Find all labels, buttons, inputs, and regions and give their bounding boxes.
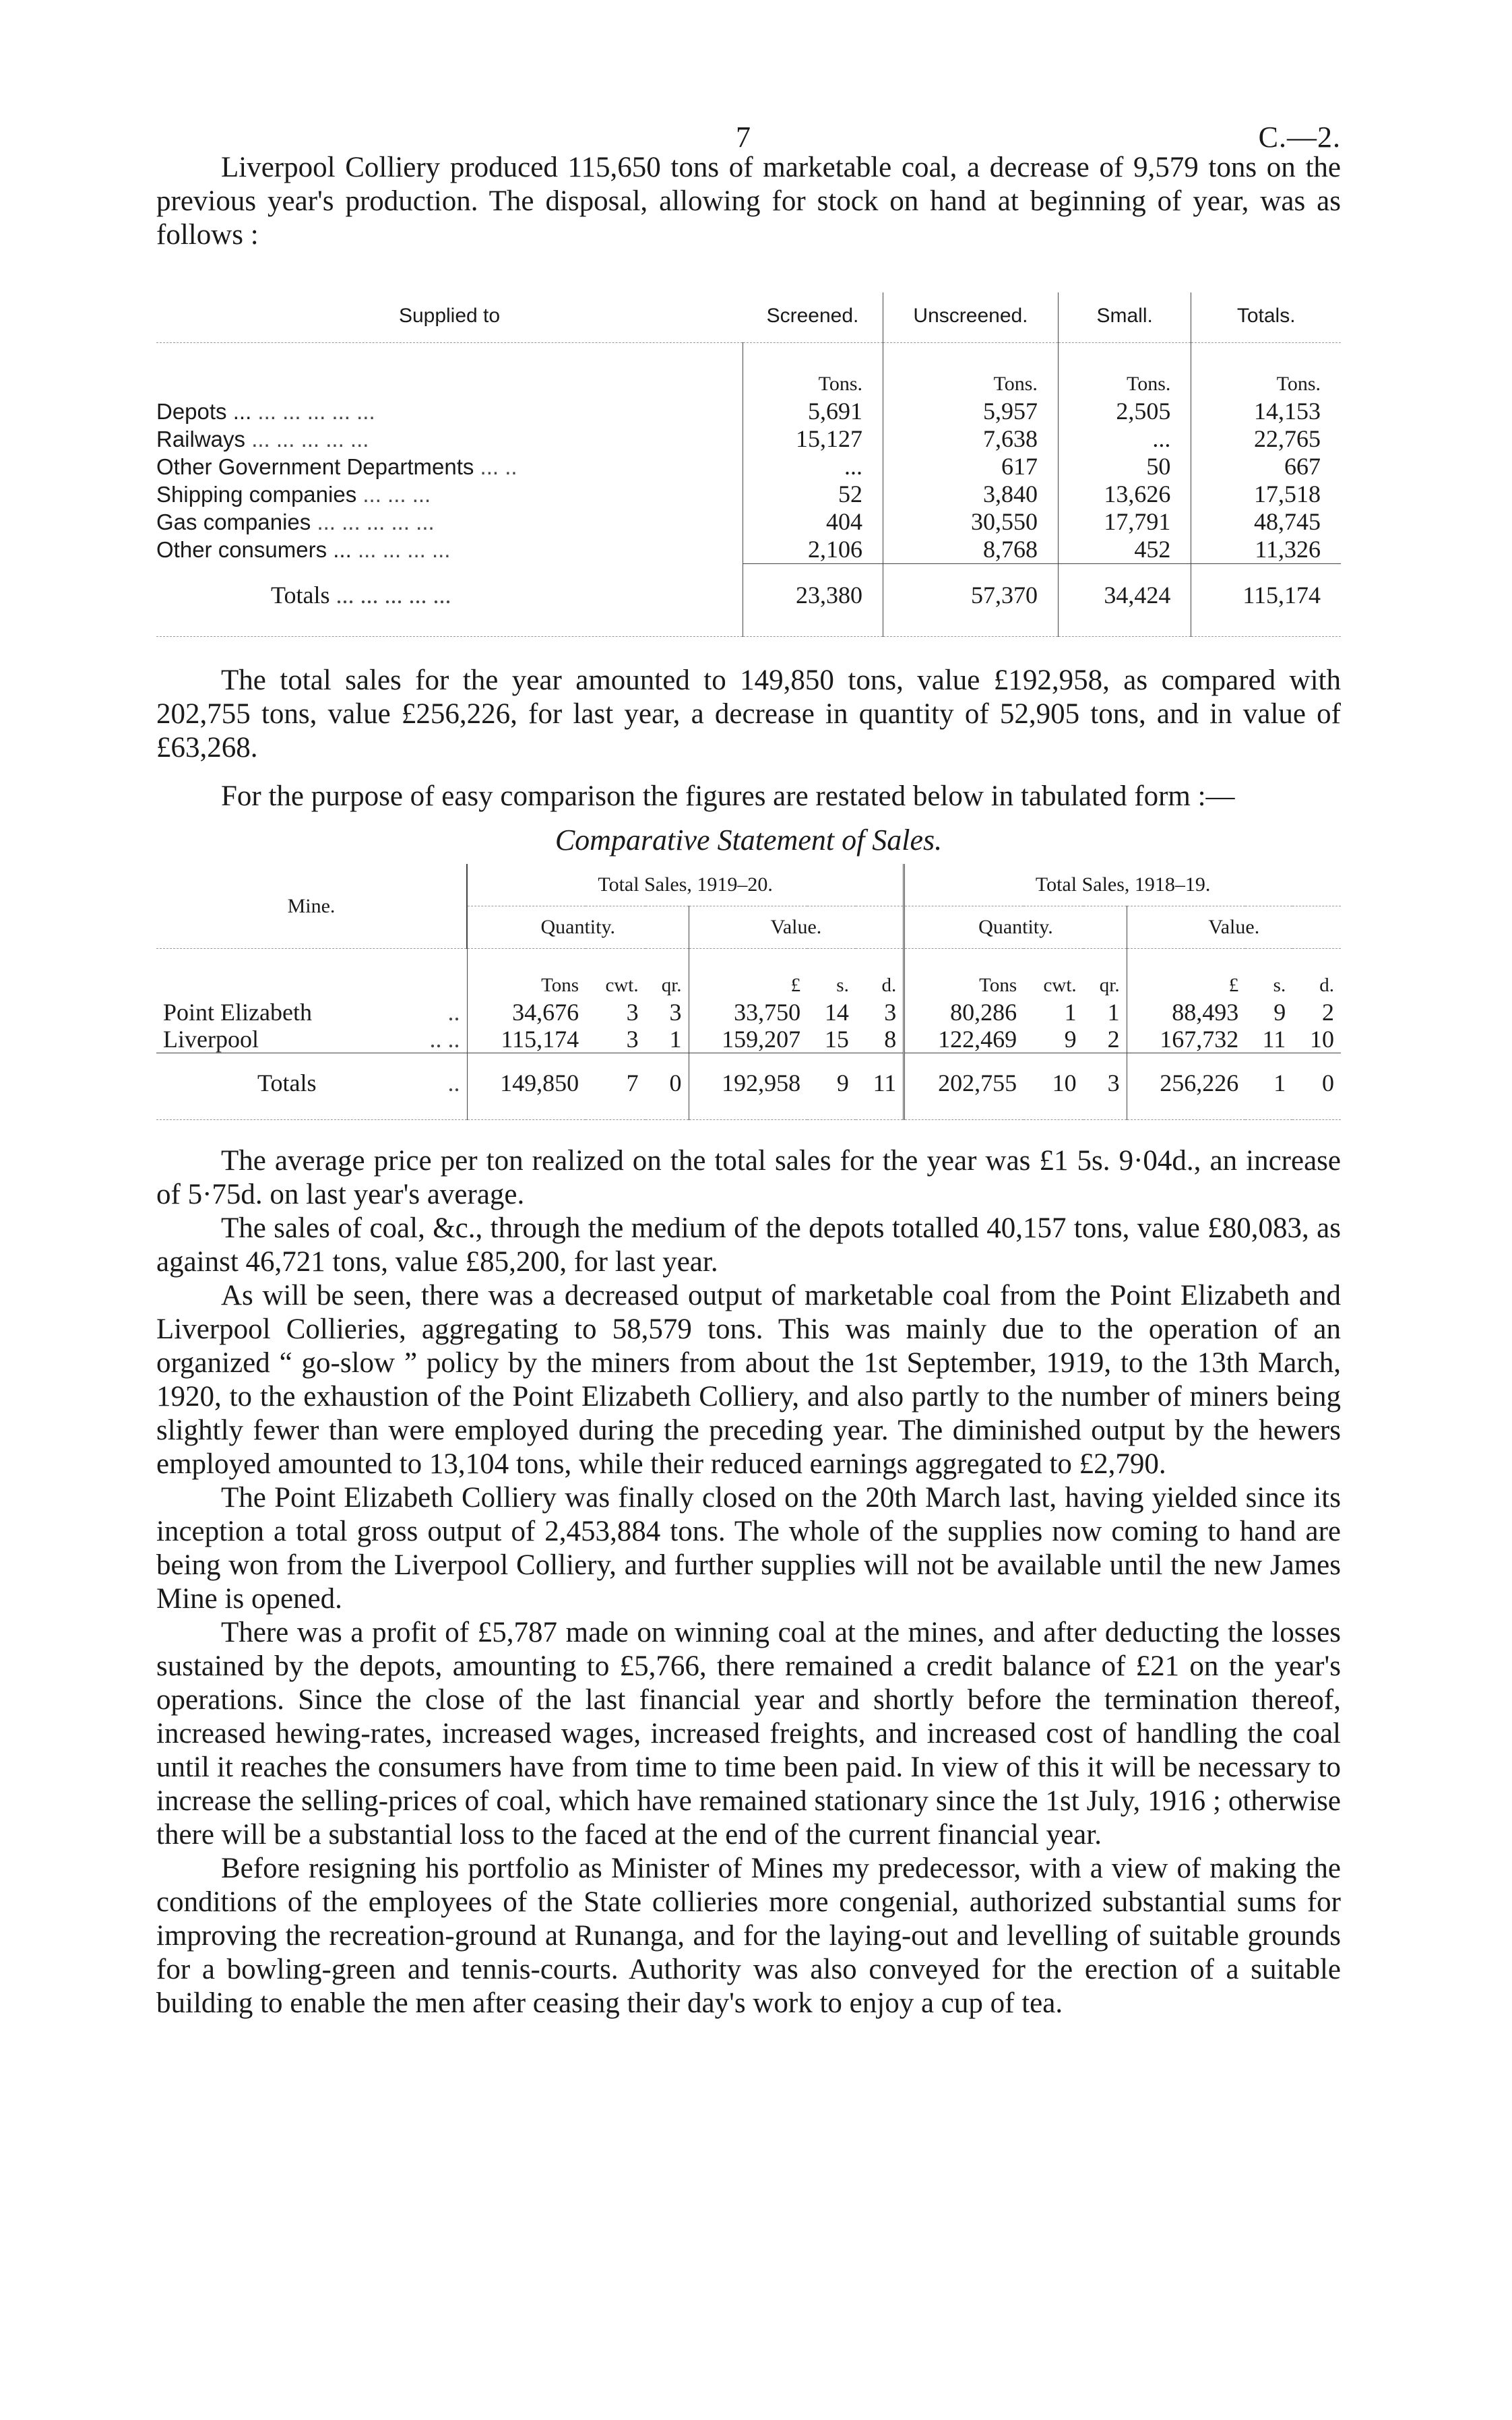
row-label: Other Government Departments [156, 454, 474, 479]
comparative-sales-table [156, 864, 1341, 1120]
col-header-screened: Screened. [743, 292, 883, 343]
cell-qr-1918: 1 [1107, 999, 1120, 1026]
units-row [156, 949, 1341, 999]
cell-tons-1919: 115,174 [467, 1026, 586, 1053]
total-small: 34,424 [1058, 564, 1191, 637]
table-caption: Comparative Statement of Sales. [555, 824, 943, 857]
total-shillings-1918: 1 [1245, 1053, 1292, 1120]
cell-total: 17,518 [1191, 480, 1341, 508]
total-pence-1919: 11 [856, 1053, 904, 1120]
col-header-quantity-1919: Quantity. [467, 906, 689, 949]
cell-qr-1918: 2 [1107, 1026, 1120, 1053]
row-label: Railways [156, 427, 246, 452]
leader-dots: .. [447, 999, 460, 1026]
cell-small: 50 [1058, 453, 1191, 480]
leader-dots: .. .. [429, 1026, 460, 1053]
group-header-1918: Total Sales, 1918–19. [904, 864, 1341, 906]
total-pounds-1919: 192,958 [689, 1053, 807, 1120]
unit-cell: Tons [904, 949, 1023, 999]
cell-total: 22,765 [1191, 425, 1341, 453]
cell-unscreened: 30,550 [883, 508, 1059, 536]
document-page [156, 101, 1341, 2020]
cell-cwt-1918: 9 [1064, 1026, 1077, 1053]
cell-cwt-1919: 3 [626, 1026, 639, 1053]
paragraph-recreation: Before resigning his portfolio as Minister of Mines my predecessor, with a view of making the conditions of the employees of the State collieries more congenial, authorized substantial sums for improving the recreation-ground at Runanga, and for the laying-out and levelling of suitable grounds for a bowling-green and tennis-courts. Authority was also conveyed for the erection of a suitable building to enable the men after ceasing their day's work to enjoy a cup of tea. [156, 1853, 1341, 2019]
cell-qr-1919: 3 [669, 999, 682, 1026]
cell-shillings-1919: 15 [824, 1026, 849, 1053]
total-unscreened: 57,370 [883, 564, 1059, 637]
leader-dots: ... ... ... ... [357, 537, 451, 563]
unit-cell: cwt. [605, 974, 639, 996]
row-label: Depots ... [156, 399, 252, 424]
totals-label: Totals [271, 581, 330, 609]
total-cwt-1918: 10 [1023, 1053, 1083, 1120]
total-qr-1919: 0 [645, 1053, 689, 1120]
unit-cell: qr. [1099, 974, 1120, 996]
col-header-quantity-1918: Quantity. [904, 906, 1127, 949]
cell-small: 2,505 [1058, 398, 1191, 425]
total-shillings-1919: 9 [807, 1053, 856, 1120]
cell-pounds-1918: 88,493 [1127, 999, 1245, 1026]
page-number: 7 [736, 121, 751, 154]
cell-pence-1919: 3 [884, 999, 897, 1026]
totals-row [156, 564, 1341, 637]
cell-total: 14,153 [1191, 398, 1341, 425]
leader-dots: ... .. [480, 454, 517, 479]
paragraph-profit: There was a profit of £5,787 made on winning coal at the mines, and after deducting the losses sustained by the depots, amounting to £5,766, there remained a credit balance of £21 on the year's operations. Since the close of the last financial year and shortly before the termination thereof, increased hewing-rates, increased wages, increased freights, and increased cost of handling the coal until it reaches the consumers have from time to time been paid. In view of this it will be necessary to increase the selling-prices of coal, which have remained stationary since the 1st July, 1916 ; otherwise there will be a substantial loss to the faced at the end of the current financial year. [156, 1617, 1341, 1851]
cell-pence-1918: 10 [1310, 1026, 1334, 1053]
units-row [156, 343, 1341, 398]
page-header [156, 101, 1341, 154]
cell-small: 17,791 [1058, 508, 1191, 536]
total-qr-1918: 3 [1083, 1053, 1127, 1120]
cell-shillings-1918: 11 [1262, 1026, 1286, 1053]
cell-unscreened: 617 [883, 453, 1059, 480]
cell-total: 667 [1191, 453, 1341, 480]
totals-label: Totals [257, 1069, 317, 1096]
unit-cell: s. [836, 974, 849, 996]
group-header-1919: Total Sales, 1919–20. [467, 864, 904, 906]
unit-cell: s. [1273, 974, 1286, 996]
unit-cell: d. [1319, 974, 1334, 996]
cell-small: 452 [1058, 536, 1191, 564]
intro-paragraph: Liverpool Colliery produced 115,650 tons of marketable coal, a decrease of 9,579 tons on the previous year's production. The disposal, allowing for stock on hand at beginning of year, was as follows : [156, 152, 1341, 251]
unit-cell: Tons. [1058, 343, 1191, 398]
table-row [156, 1026, 1341, 1053]
totals-row [156, 1053, 1341, 1120]
table-row [156, 999, 1341, 1026]
cell-cwt-1919: 3 [626, 999, 639, 1026]
unit-cell: d. [881, 974, 897, 996]
cell-total: 11,326 [1191, 536, 1341, 564]
table-row [156, 425, 1341, 453]
series-reference: C.—2. [1258, 121, 1341, 154]
cell-screened: 52 [743, 480, 883, 508]
unit-cell: Tons. [883, 343, 1059, 398]
cell-screened: 404 [743, 508, 883, 536]
cell-qr-1919: 1 [669, 1026, 682, 1053]
cell-unscreened: 8,768 [883, 536, 1059, 564]
cell-total: 48,745 [1191, 508, 1341, 536]
cell-shillings-1918: 9 [1273, 999, 1286, 1026]
disposal-header-row [156, 292, 1341, 343]
col-header-small: Small. [1058, 292, 1191, 343]
table-row [156, 480, 1341, 508]
cell-screened: 5,691 [743, 398, 883, 425]
paragraph-point-elizabeth-closure: The Point Elizabeth Colliery was finally closed on the 20th March last, having yielded since its inception a total gross output of 2,453,884 tons. The whole of the supplies now coming to hand are being won from the Liverpool Colliery, and further supplies will not be available until the new James Mine is opened. [156, 1482, 1341, 1615]
cell-unscreened: 5,957 [883, 398, 1059, 425]
unit-cell: Tons [467, 949, 586, 999]
disposal-table [156, 292, 1341, 637]
paragraph-decreased-output: As will be seen, there was a decreased output of marketable coal from the Point Elizabeth and Liverpool Collieries, aggregating to 58,579 tons. This was mainly due to the operation of an organized “ go-slow ” policy by the miners from about the 1st September, 1919, to the 13th March, 1920, to the exhaustion of the Point Elizabeth Colliery, and also partly to the number of miners being slightly fewer than were employed during the preceding year. The diminished output by the hewers employed amounted to 13,104 tons, while their reduced earnings aggregated to £2,790. [156, 1280, 1341, 1480]
cell-screened: 15,127 [743, 425, 883, 453]
unit-cell: £ [1127, 949, 1245, 999]
cell-screened: ... [743, 453, 883, 480]
table-row [156, 508, 1341, 536]
cell-tons-1918: 80,286 [904, 999, 1023, 1026]
cell-pounds-1918: 167,732 [1127, 1026, 1245, 1053]
col-header-unscreened: Unscreened. [883, 292, 1059, 343]
purpose-paragraph: For the purpose of easy comparison the figures are restated below in tabulated form :— [221, 780, 1235, 812]
row-label: Shipping companies [156, 482, 357, 507]
leader-dots: ... ... ... ... ... [336, 581, 451, 609]
table-row [156, 398, 1341, 425]
unit-cell: Tons. [743, 343, 883, 398]
cell-small: ... [1058, 425, 1191, 453]
col-header-value-1919: Value. [689, 906, 904, 949]
cell-screened: 2,106 [743, 536, 883, 564]
total-pounds-1918: 256,226 [1127, 1053, 1245, 1120]
body-text [156, 1144, 1341, 2020]
table-row [156, 453, 1341, 480]
paragraph-depot-sales: The sales of coal, &c., through the medium of the depots totalled 40,157 tons, value £80,083, as against 46,721 tons, value £85,200, for last year. [156, 1212, 1341, 1278]
cell-unscreened: 7,638 [883, 425, 1059, 453]
total-pence-1918: 0 [1292, 1053, 1341, 1120]
leader-dots: ... ... ... ... ... [317, 509, 435, 534]
cell-pence-1918: 2 [1322, 999, 1334, 1026]
row-label: Gas companies [156, 509, 311, 534]
cell-pounds-1919: 33,750 [689, 999, 807, 1026]
col-header-totals: Totals. [1191, 292, 1341, 343]
cell-small: 13,626 [1058, 480, 1191, 508]
col-header-supplied-to: Supplied to [156, 292, 743, 343]
cell-tons-1918: 122,469 [904, 1026, 1023, 1053]
cell-cwt-1918: 1 [1064, 999, 1077, 1026]
unit-cell: £ [689, 949, 807, 999]
total-total: 115,174 [1191, 564, 1341, 637]
table-row [156, 536, 1341, 564]
cell-pence-1919: 8 [884, 1026, 897, 1053]
unit-cell: Tons. [1191, 343, 1341, 398]
total-tons-1919: 149,850 [467, 1053, 586, 1120]
total-cwt-1919: 7 [586, 1053, 645, 1120]
cell-pounds-1919: 159,207 [689, 1026, 807, 1053]
sales-paragraph: The total sales for the year amounted to 149,850 tons, value £192,958, as compared with 202,755 tons, value £256,226, for last year, a decrease in quantity of 52,905 tons, and in value of £63,268. [156, 664, 1341, 764]
leader-dots: ... ... ... [363, 482, 431, 507]
total-screened: 23,380 [743, 564, 883, 637]
mine-label: Liverpool [163, 1026, 259, 1053]
unit-cell: qr. [661, 974, 682, 996]
cell-unscreened: 3,840 [883, 480, 1059, 508]
leader-dots: ... ... ... ... ... [257, 399, 375, 424]
cell-tons-1919: 34,676 [467, 999, 586, 1026]
total-tons-1918: 202,755 [904, 1053, 1023, 1120]
unit-cell: cwt. [1043, 974, 1077, 996]
paragraph-average-price: The average price per ton realized on the total sales for the year was £1 5s. 9·04d., an increase of 5·75d. on last year's average. [156, 1145, 1341, 1210]
col-header-value-1918: Value. [1127, 906, 1341, 949]
mine-label: Point Elizabeth [163, 999, 312, 1026]
col-header-mine: Mine. [156, 864, 467, 949]
leader-dots: .. [447, 1069, 460, 1096]
leader-dots: ... ... ... ... ... [251, 427, 369, 452]
cell-shillings-1919: 14 [824, 999, 849, 1026]
row-label: Other consumers ... [156, 537, 352, 563]
